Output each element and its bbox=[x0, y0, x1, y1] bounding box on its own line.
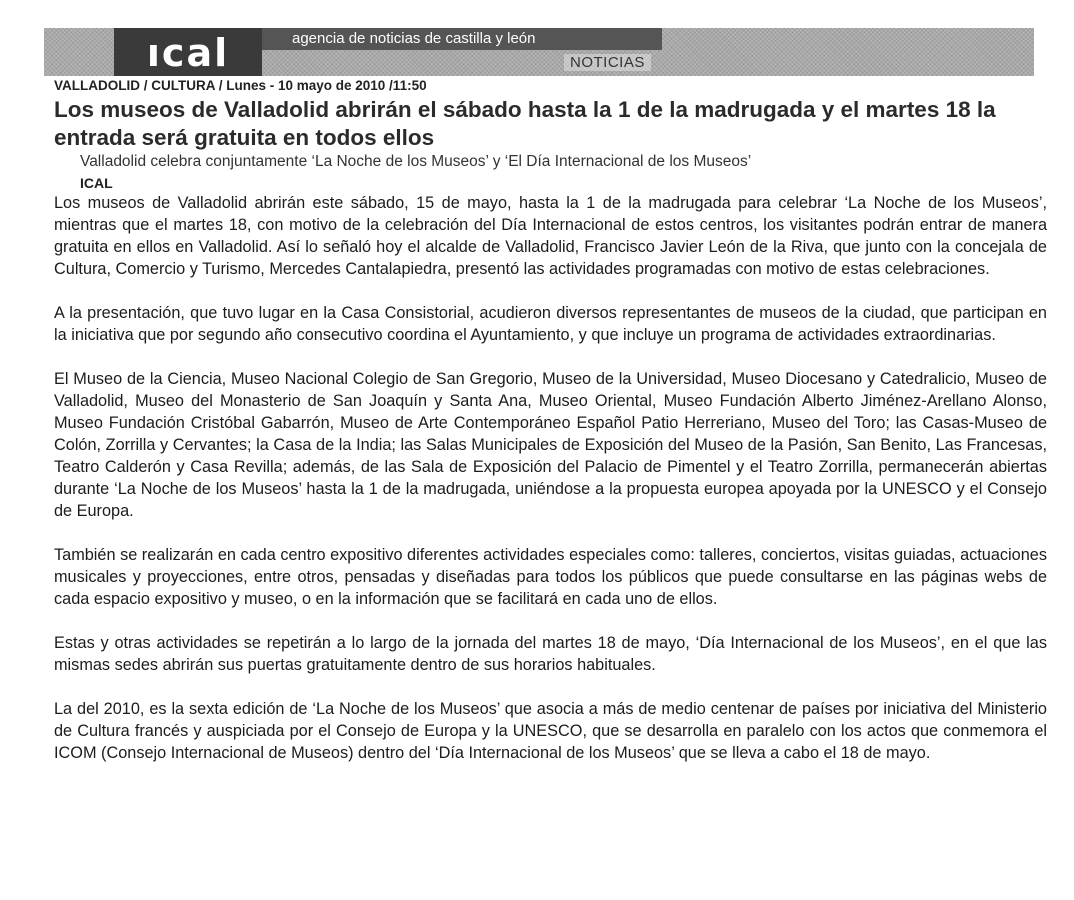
article-body bbox=[54, 192, 1047, 786]
paragraph: Los museos de Valladolid abrirán este sábado, 15 de mayo, hasta la 1 de la madrugada para celebrar ‘La Noche de los Museos’, mientras que el martes 18, con motivo de la celebración del Día Internacional de estos centros, los visitantes podrán entrar de manera gratuita en ellos en Valladolid. Así lo señaló hoy el alcalde de Valladolid, Francisco Javier León de la Riva, que junto con la concejala de Cultura, Comercio y Turismo, Mercedes Cantalapiedra, presentó las actividades programadas con motivo de estas celebraciones. bbox=[54, 194, 1047, 278]
headline: Los museos de Valladolid abrirán el sábado hasta la 1 de la madrugada y el martes 18 la entrada será gratuita en todos ellos bbox=[54, 97, 996, 150]
logo-background bbox=[114, 28, 262, 76]
masthead-banner bbox=[44, 28, 1034, 76]
paragraph: A la presentación, que tuvo lugar en la Casa Consistorial, acudieron diversos representantes de museos de la ciudad, que participan en la iniciativa que por segundo año consecutivo coordina el Ayuntamiento, y que incluye un programa de actividades extraordinarias. bbox=[54, 304, 1047, 344]
agency-tagline: agencia de noticias de castilla y león bbox=[292, 30, 536, 47]
paragraph: También se realizarán en cada centro expositivo diferentes actividades especiales como: talleres, conciertos, visitas guiadas, actuaciones musicales y proyecciones, entre otros, pensadas y diseñadas para todos los públicos que puede consultarse en las páginas webs de cada espacio expositivo y museo, o en la información que se facilitará en cada uno de ellos. bbox=[54, 546, 1047, 608]
dateline: VALLADOLID / CULTURA / Lunes - 10 mayo de 2010 /11:50 bbox=[54, 78, 427, 93]
paragraph: La del 2010, es la sexta edición de ‘La Noche de los Museos’ que asocia a más de medio centenar de países por iniciativa del Ministerio de Cultura francés y auspiciada por el Consejo de Europa y la UNESCO, que se desarrolla en paralelo con los actos que conmemora el ICOM (Consejo Internacional de Museos) dentro del ‘Día Internacional de los Museos’ que se lleva a cabo el 18 de mayo. bbox=[54, 700, 1047, 762]
paragraph: El Museo de la Ciencia, Museo Nacional Colegio de San Gregorio, Museo de la Universidad, Museo Diocesano y Catedralicio, Museo de Valladolid, Museo del Monasterio de San Joaquín y Santa Ana, Museo Oriental, Museo Fundación Alberto Jiménez-Arellano Alonso, Museo Fundación Cristóbal Gabarrón, Museo de Arte Contemporáneo Español Patio Herreriano, Museo del Toro; las Casas-Museo de Colón, Zorrilla y Cervantes; la Casa de la India; las Salas Municipales de Exposición del Museo de la Pasión, San Benito, Las Francesas, Teatro Calderón y Casa Revilla; además, de las Sala de Exposición del Palacio de Pimentel y el Teatro Zorrilla, permanecerán abiertas durante ‘La Noche de los Museos’ hasta la 1 de la madrugada, uniéndose a la propuesta europea apoyada por la UNESCO y el Consejo de Europa. bbox=[54, 370, 1047, 520]
ical-logo: ıcal bbox=[146, 31, 230, 75]
subtitle: Valladolid celebra conjuntamente ‘La Noche de los Museos’ y ‘El Día Internacional de los Museos’ bbox=[80, 153, 752, 170]
paragraph: Estas y otras actividades se repetirán a lo largo de la jornada del martes 18 de mayo, ‘Día Internacional de los Museos’, en el que las mismas sedes abrirán sus puertas gratuitamente dentro de sus horarios habituales. bbox=[54, 634, 1047, 674]
source-byline: ICAL bbox=[80, 175, 113, 191]
section-label: NOTICIAS bbox=[564, 54, 651, 71]
